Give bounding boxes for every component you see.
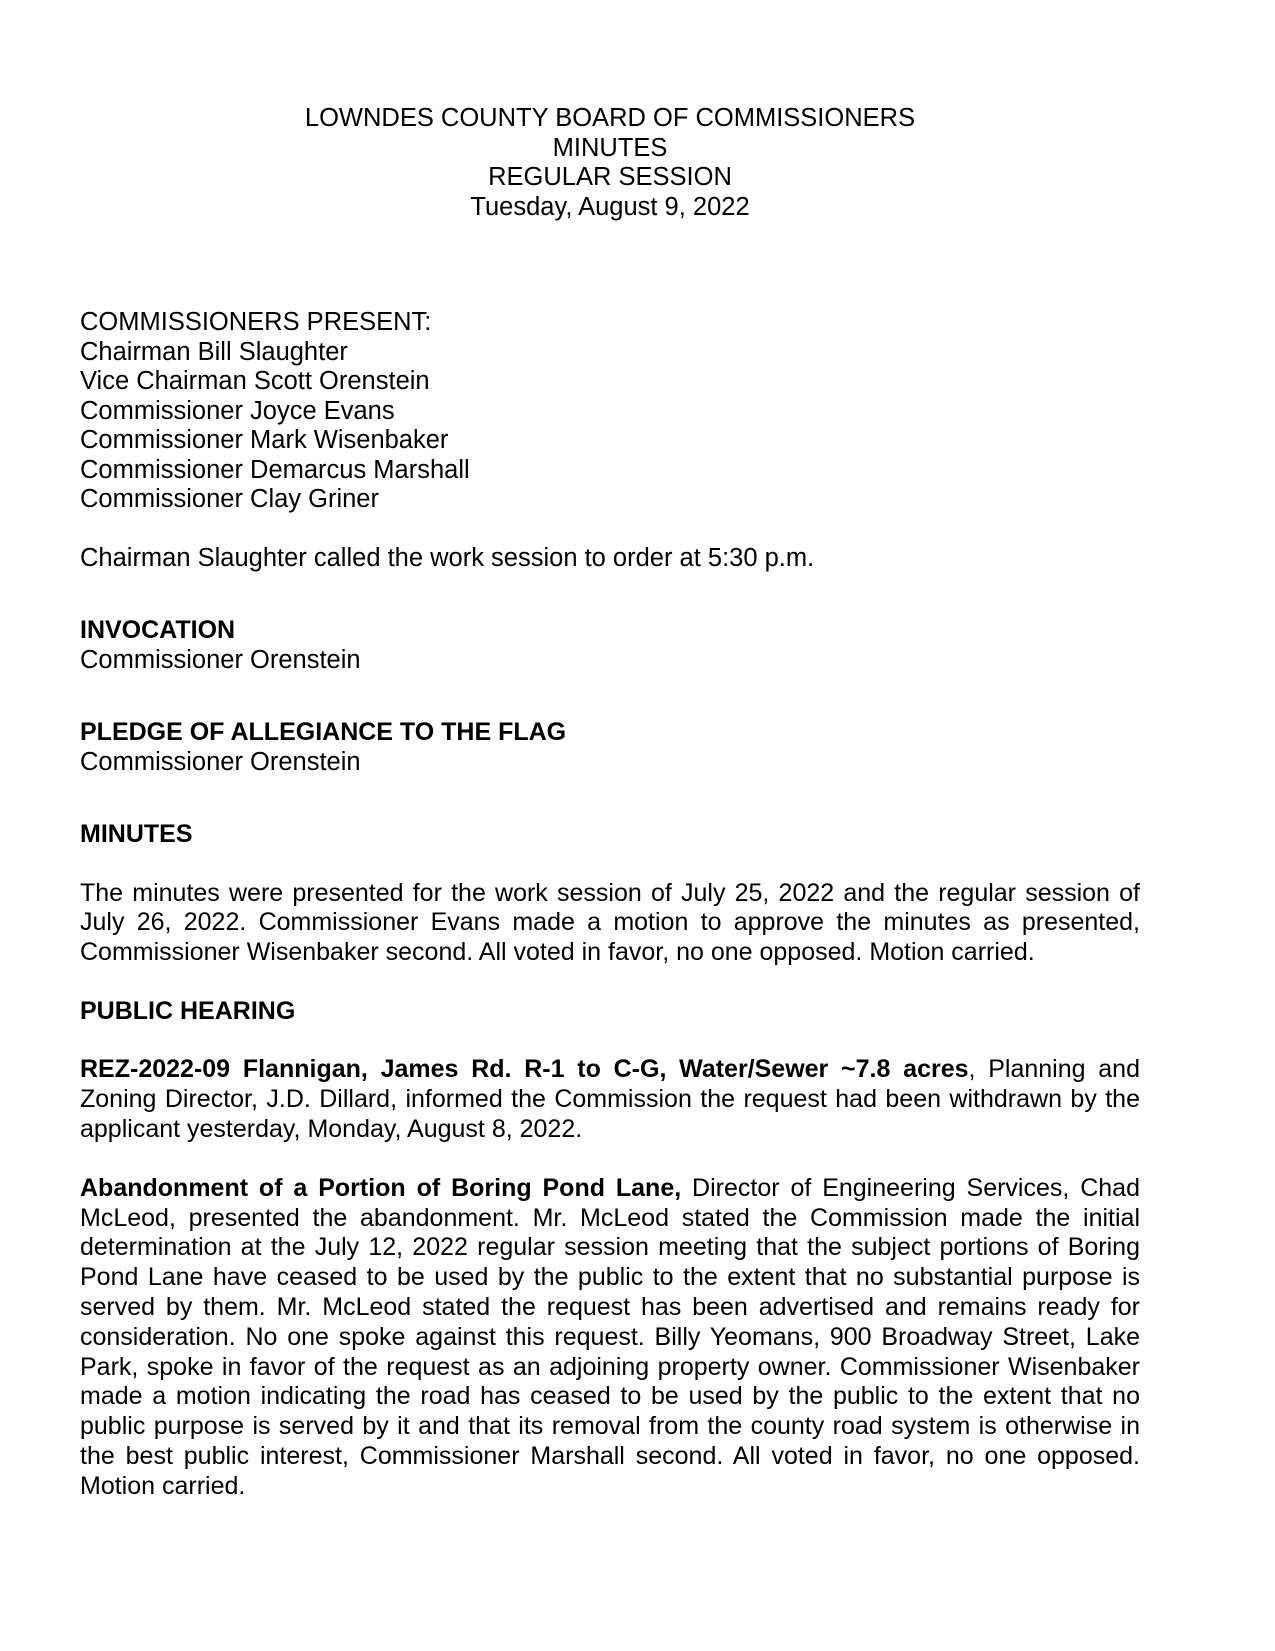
pre-invocation-spacer-2 (80, 602, 1140, 616)
invocation-body: Commissioner Orenstein (80, 645, 361, 674)
header-line-date: Tuesday, August 9, 2022 (470, 192, 750, 221)
header-body-spacer (80, 222, 1140, 308)
public-hearing-item-rez (80, 1055, 1140, 1144)
abandonment-item-title: Abandonment of a Portion of Boring Pond Lane, (80, 1173, 682, 1202)
pre-public-hearing-gap (80, 968, 1140, 997)
section-heading-pledge: PLEDGE OF ALLEGIANCE TO THE FLAG (80, 718, 567, 746)
commissioner-row: Commissioner Demarcus Marshall (80, 455, 470, 484)
pre-minutes-spacer (80, 777, 1140, 806)
commissioner-row: Commissioner Clay Griner (80, 485, 379, 513)
section-heading-public-hearing: PUBLIC HEARING (80, 996, 296, 1025)
commissioner-row: Vice Chairman Scott Orenstein (80, 367, 430, 395)
pre-minutes-spacer-2 (80, 806, 1140, 820)
rez-item-body: , Planning and Zoning Director, J.D. Dillard, informed the Commission the request had been withdrawn by the applicant yesterday, Monday, August 8, 2022. (80, 1055, 1140, 1143)
section-heading-minutes: MINUTES (80, 820, 193, 848)
pre-pledge-spacer (80, 675, 1140, 704)
document-header (80, 96, 1140, 222)
minutes-paragraph: The minutes were presented for the work session of July 25, 2022 and the regular session of July 26, 2022. Commissioner Evans made a motion to approve the minutes as presented, Commissioner Wisenbaker second. All voted in favor, no one opposed. Motion carried. (80, 878, 1140, 967)
commissioner-row: Commissioner Joyce Evans (80, 396, 395, 425)
pre-pledge-spacer-2 (80, 704, 1140, 718)
commissioners-present-block (80, 308, 1140, 515)
abandonment-item-body: Director of Engineering Services, Chad McLeod, presented the abandonment. Mr. McLeod stated the Commission made the initial determination at the July 12, 2022 regular session meeting that the subject portions of Boring Pond Lane have ceased to be used by the public to the extent that no substantial purpose is served by them. Mr. McLeod stated the request has been advertised and remains ready for consideration. No one spoke against this request. Billy Yeomans, 900 Broadway Street, Lake Park, spoke in favor of the request as an adjoining property owner. Commissioner Wisenbaker made a motion indicating the road has ceased to be used by the public to the extent that no public purpose is served by it and that its removal from the county road system is otherwise in the best public interest, Commissioner Marshall second. All voted in favor, no one opposed. Motion carried. (80, 1173, 1140, 1500)
public-hearing-head-gap (80, 1026, 1140, 1055)
between-hearing-items-gap (80, 1145, 1140, 1174)
public-hearing-item-abandonment (80, 1174, 1140, 1502)
roster-call-spacer (80, 515, 1140, 544)
header-line-doctype: MINUTES (552, 133, 668, 162)
rez-item-title: REZ-2022-09 Flannigan, James Rd. R-1 to C-G, Water/Sewer ~7.8 acres (80, 1055, 969, 1084)
commissioners-present-label: COMMISSIONERS PRESENT: (80, 308, 432, 336)
pre-invocation-spacer (80, 573, 1140, 602)
header-line-organization: LOWNDES COUNTY BOARD OF COMMISSIONERS (304, 104, 916, 132)
section-heading-invocation: INVOCATION (80, 616, 236, 644)
commissioner-row: Chairman Bill Slaughter (80, 337, 348, 366)
header-line-session: REGULAR SESSION (488, 163, 732, 191)
call-to-order-line: Chairman Slaughter called the work session to order at 5:30 p.m. (80, 543, 815, 572)
commissioner-row: Commissioner Mark Wisenbaker (80, 426, 449, 454)
minutes-head-gap (80, 850, 1140, 879)
pledge-body: Commissioner Orenstein (80, 747, 361, 776)
